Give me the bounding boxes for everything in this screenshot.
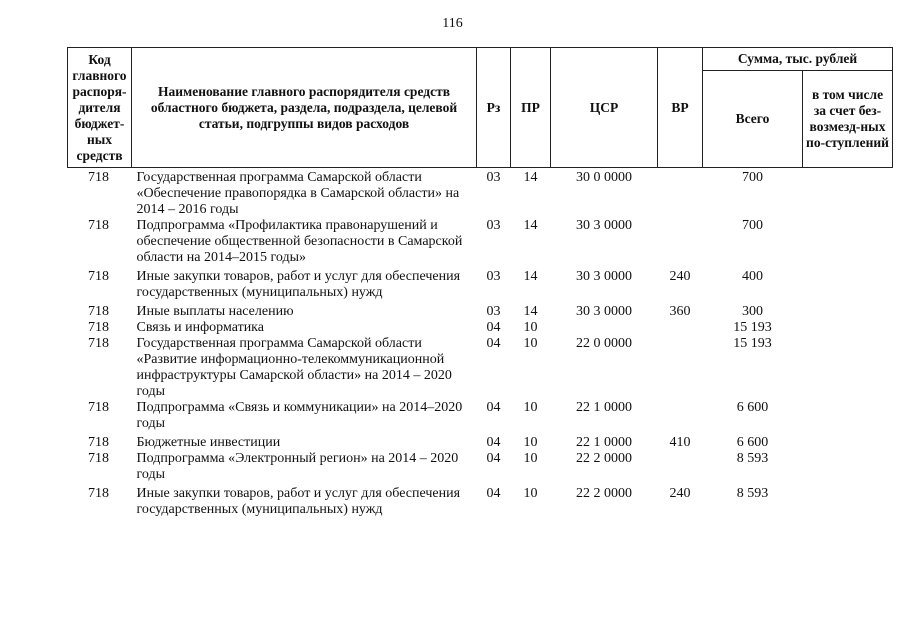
cell-name: Иные выплаты населению — [136, 304, 294, 319]
cell-rz: 03 — [486, 304, 501, 319]
cell-csr: 22 2 0000 — [576, 486, 632, 501]
cell-pr: 14 — [523, 269, 538, 284]
header-pr: ПР — [511, 48, 551, 168]
cell-code: 718 — [88, 170, 109, 185]
cell-csr: 22 2 0000 — [576, 451, 632, 466]
header-vr: ВР — [658, 48, 703, 168]
table-header — [68, 48, 893, 168]
cell-rz: 04 — [486, 486, 501, 501]
table-row — [68, 301, 893, 320]
cell-csr: 30 3 0000 — [576, 269, 632, 284]
cell-rz: 04 — [486, 400, 501, 415]
header-incl: в том числе за счет без-возмезд-ных по-ступлений — [803, 71, 893, 168]
header-rz: Рз — [477, 48, 511, 168]
cell-rz: 03 — [486, 170, 501, 185]
cell-code: 718 — [88, 269, 109, 284]
cell-name: Иные закупки товаров, работ и услуг для обеспечения государственных (муниципальных) нужд — [136, 269, 461, 300]
table-body — [68, 168, 893, 519]
cell-csr: 22 1 0000 — [576, 400, 632, 415]
cell-incl — [803, 301, 893, 320]
cell-csr: 22 1 0000 — [576, 435, 632, 450]
table-row — [68, 483, 893, 518]
cell-pr: 10 — [523, 435, 538, 450]
cell-rz: 03 — [486, 218, 501, 233]
table-row — [68, 400, 893, 432]
cell-code: 718 — [88, 218, 109, 233]
table-row — [68, 218, 893, 266]
cell-rz: 04 — [486, 336, 501, 351]
cell-name: Государственная программа Самарской области «Обеспечение правопорядка в Самарской области» на 2014 – 2016 годы — [136, 170, 460, 217]
cell-name: Государственная программа Самарской области «Развитие информационно-телекоммуникационной инфраструктуры Самарской области» на 2014 – 2020 годы — [136, 336, 452, 399]
cell-incl — [803, 483, 893, 518]
cell-total: 8 593 — [736, 451, 769, 466]
cell-total: 15 193 — [733, 320, 772, 335]
cell-vr: 240 — [669, 486, 691, 501]
cell-rz: 03 — [486, 269, 501, 284]
cell-name: Иные закупки товаров, работ и услуг для обеспечения государственных (муниципальных) нужд — [136, 486, 461, 517]
cell-pr: 10 — [523, 336, 538, 351]
cell-code: 718 — [88, 320, 109, 335]
table-row — [68, 320, 893, 336]
cell-incl — [803, 168, 893, 219]
header-csr: ЦСР — [551, 48, 658, 168]
header-name: Наименование главного распорядителя средств областного бюджета, раздела, подраздела, целевой статьи, подгруппы видов расходов — [132, 48, 477, 168]
cell-incl — [803, 336, 893, 400]
cell-csr: 30 3 0000 — [576, 304, 632, 319]
cell-total: 6 600 — [736, 400, 769, 415]
cell-csr — [551, 320, 658, 336]
table-row — [68, 266, 893, 301]
page-number: 116 — [442, 16, 463, 31]
table-row — [68, 336, 893, 400]
cell-vr: 240 — [669, 269, 691, 284]
cell-rz: 04 — [486, 451, 501, 466]
cell-code: 718 — [88, 400, 109, 415]
cell-code: 718 — [88, 486, 109, 501]
cell-total: 400 — [742, 269, 763, 284]
cell-vr: 410 — [669, 435, 691, 450]
cell-incl — [803, 451, 893, 483]
header-total: Всего — [703, 71, 803, 168]
cell-name: Подпрограмма «Профилактика правонарушений и обеспечение общественной безопасности в Самарской области на 2014–2015 годы» — [136, 218, 463, 265]
cell-vr — [658, 336, 703, 400]
cell-incl — [803, 266, 893, 301]
cell-csr: 22 0 0000 — [576, 336, 632, 351]
table-row — [68, 432, 893, 451]
cell-total: 700 — [742, 218, 763, 233]
cell-pr: 10 — [523, 320, 538, 335]
cell-incl — [803, 432, 893, 451]
header-code: Код главного распоря-дителя бюджет-ных средств — [68, 48, 132, 168]
cell-name: Подпрограмма «Электронный регион» на 2014 – 2020 годы — [136, 451, 459, 482]
cell-code: 718 — [88, 451, 109, 466]
cell-vr — [658, 320, 703, 336]
cell-pr: 10 — [523, 400, 538, 415]
cell-vr — [658, 451, 703, 483]
cell-pr: 10 — [523, 451, 538, 466]
cell-total: 700 — [742, 170, 763, 185]
cell-pr: 14 — [523, 218, 538, 233]
cell-name: Подпрограмма «Связь и коммуникации» на 2014–2020 годы — [136, 400, 463, 431]
table-row — [68, 168, 893, 219]
cell-pr: 14 — [523, 304, 538, 319]
cell-code: 718 — [88, 336, 109, 351]
budget-table — [67, 47, 892, 518]
cell-csr: 30 0 0000 — [576, 170, 632, 185]
cell-vr — [658, 400, 703, 432]
cell-code: 718 — [88, 304, 109, 319]
cell-rz: 04 — [486, 320, 501, 335]
cell-vr — [658, 218, 703, 266]
cell-total: 6 600 — [736, 435, 769, 450]
header-sum-group: Сумма, тыс. рублей — [703, 48, 893, 71]
cell-total: 15 193 — [733, 336, 772, 351]
cell-vr: 360 — [669, 304, 691, 319]
cell-rz: 04 — [486, 435, 501, 450]
cell-csr: 30 3 0000 — [576, 218, 632, 233]
cell-incl — [803, 320, 893, 336]
table-row — [68, 451, 893, 483]
cell-name: Связь и информатика — [136, 320, 264, 335]
cell-total: 8 593 — [736, 486, 769, 501]
cell-incl — [803, 218, 893, 266]
cell-name: Бюджетные инвестиции — [136, 435, 281, 450]
cell-total: 300 — [742, 304, 763, 319]
cell-pr: 14 — [523, 170, 538, 185]
cell-incl — [803, 400, 893, 432]
cell-pr: 10 — [523, 486, 538, 501]
cell-vr — [658, 168, 703, 219]
cell-code: 718 — [88, 435, 109, 450]
